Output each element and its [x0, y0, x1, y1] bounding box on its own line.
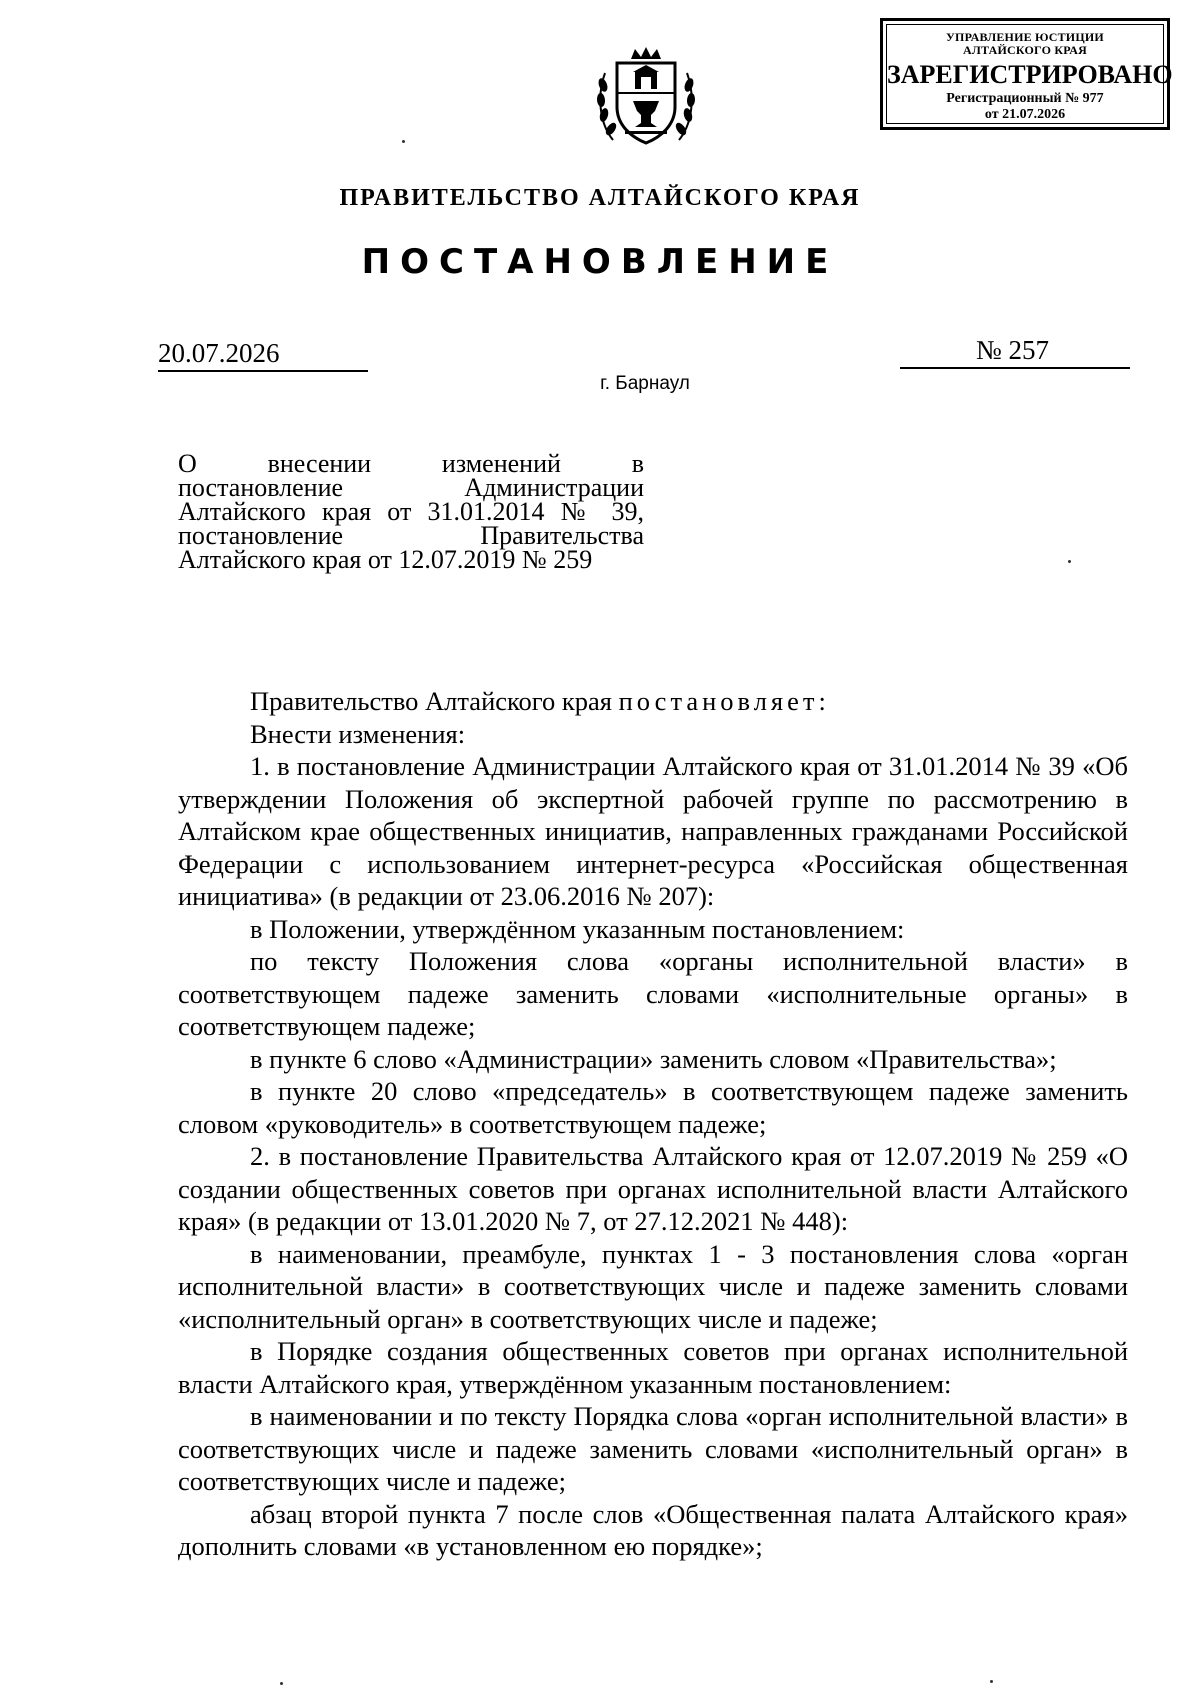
- document-body: [178, 685, 1128, 1563]
- stamp-department: [887, 31, 1163, 57]
- subject-line: постановление Администрации: [178, 473, 644, 502]
- document-number-field: [900, 335, 1130, 369]
- body-paragraph: в наименовании, преамбуле, пунктах 1 - 3 постановления слова «орган исполнительной власти» в соответствующих числе и падеже заменить словами «исполнительный орган» в соответствующих числе и падеже;: [178, 1238, 1128, 1334]
- body-paragraph: в пункте 20 слово «председатель» в соответствующем падеже заменить словом «руководитель» в соответствующем падеже;: [178, 1076, 1128, 1139]
- government-title: ПРАВИТЕЛЬСТВО АЛТАЙСКОГО КРАЯ: [339, 185, 861, 211]
- city-name: г. Барнаул: [600, 373, 690, 394]
- resolves-word: постановляет:: [618, 686, 830, 716]
- stamp-status: ЗАРЕГИСТРИРОВАНО: [887, 60, 1173, 89]
- body-paragraph: абзац второй пункта 7 после слов «Общественная палата Алтайского края» дополнить словами «в установленном ею порядке»;: [178, 1498, 1128, 1561]
- document-subject: [178, 449, 644, 574]
- stamp-reg-number: Регистрационный № 977: [946, 91, 1104, 106]
- stamp-dept-line-2: АЛТАЙСКОГО КРАЯ: [963, 43, 1087, 57]
- scan-speck: [280, 1682, 283, 1685]
- body-paragraph: 2. в постановление Правительства Алтайского края от 12.07.2019 № 259 «О создании общественных советов при органах исполнительной власти Алтайского края» (в редакции от 13.01.2020 № 7, от 27.12.2021 № 448):: [178, 1141, 1128, 1236]
- document-type: ПОСТАНОВЛЕНИЕ: [361, 242, 839, 282]
- body-paragraph: в Положении, утверждённом указанным постановлением:: [250, 913, 905, 944]
- subject-line: Алтайского края от 12.07.2019 № 259: [178, 545, 593, 574]
- subject-line: постановление Правительства: [178, 521, 644, 550]
- scan-speck: [1068, 560, 1071, 563]
- scan-speck: [990, 1680, 993, 1683]
- body-paragraph: в пункте 6 слово «Администрации» заменить словом «Правительства»;: [250, 1043, 1057, 1074]
- altai-krai-coat-of-arms-icon: [595, 45, 697, 155]
- stamp-reg-date: от 21.07.2026: [984, 107, 1066, 122]
- subject-line: О внесении изменений в: [178, 449, 644, 478]
- stamp-dept-line-1: УПРАВЛЕНИЕ ЮСТИЦИИ: [946, 30, 1104, 44]
- body-paragraph: Внести изменения:: [250, 718, 466, 749]
- document-number: № 257: [976, 335, 1050, 365]
- body-paragraph: 1. в постановление Администрации Алтайского края от 31.01.2014 № 39 «Об утверждении Положения об экспертной рабочей группе по рассмотрению в Алтайском крае общественных инициатив, направленных гражданами Российской Федерации с использованием интернет-ресурса «Российская общественная инициатива» (в редакции от 23.06.2016 № 207):: [178, 751, 1128, 911]
- body-paragraph: в наименовании и по тексту Порядка слова «орган исполнительной власти» в соответствующих числе и падеже заменить словами «исполнительный орган» в соответствующих числе и падеже;: [178, 1401, 1128, 1496]
- scan-speck: [402, 140, 405, 143]
- document-date: 20.07.2026: [158, 338, 368, 372]
- body-paragraph: в Порядке создания общественных советов при органах исполнительной власти Алтайского края, утверждённом указанным постановлением:: [178, 1336, 1128, 1399]
- subject-line: Алтайского края от 31.01.2014 № 39,: [178, 497, 644, 526]
- intro-paragraph: [178, 685, 1128, 718]
- registration-stamp: [880, 18, 1173, 130]
- body-paragraph: по тексту Положения слова «органы исполнительной власти» в соответствующем падеже заменить словами «исполнительные органы» в соответствующем падеже;: [178, 946, 1128, 1041]
- intro-text: Правительство Алтайского края: [250, 686, 619, 716]
